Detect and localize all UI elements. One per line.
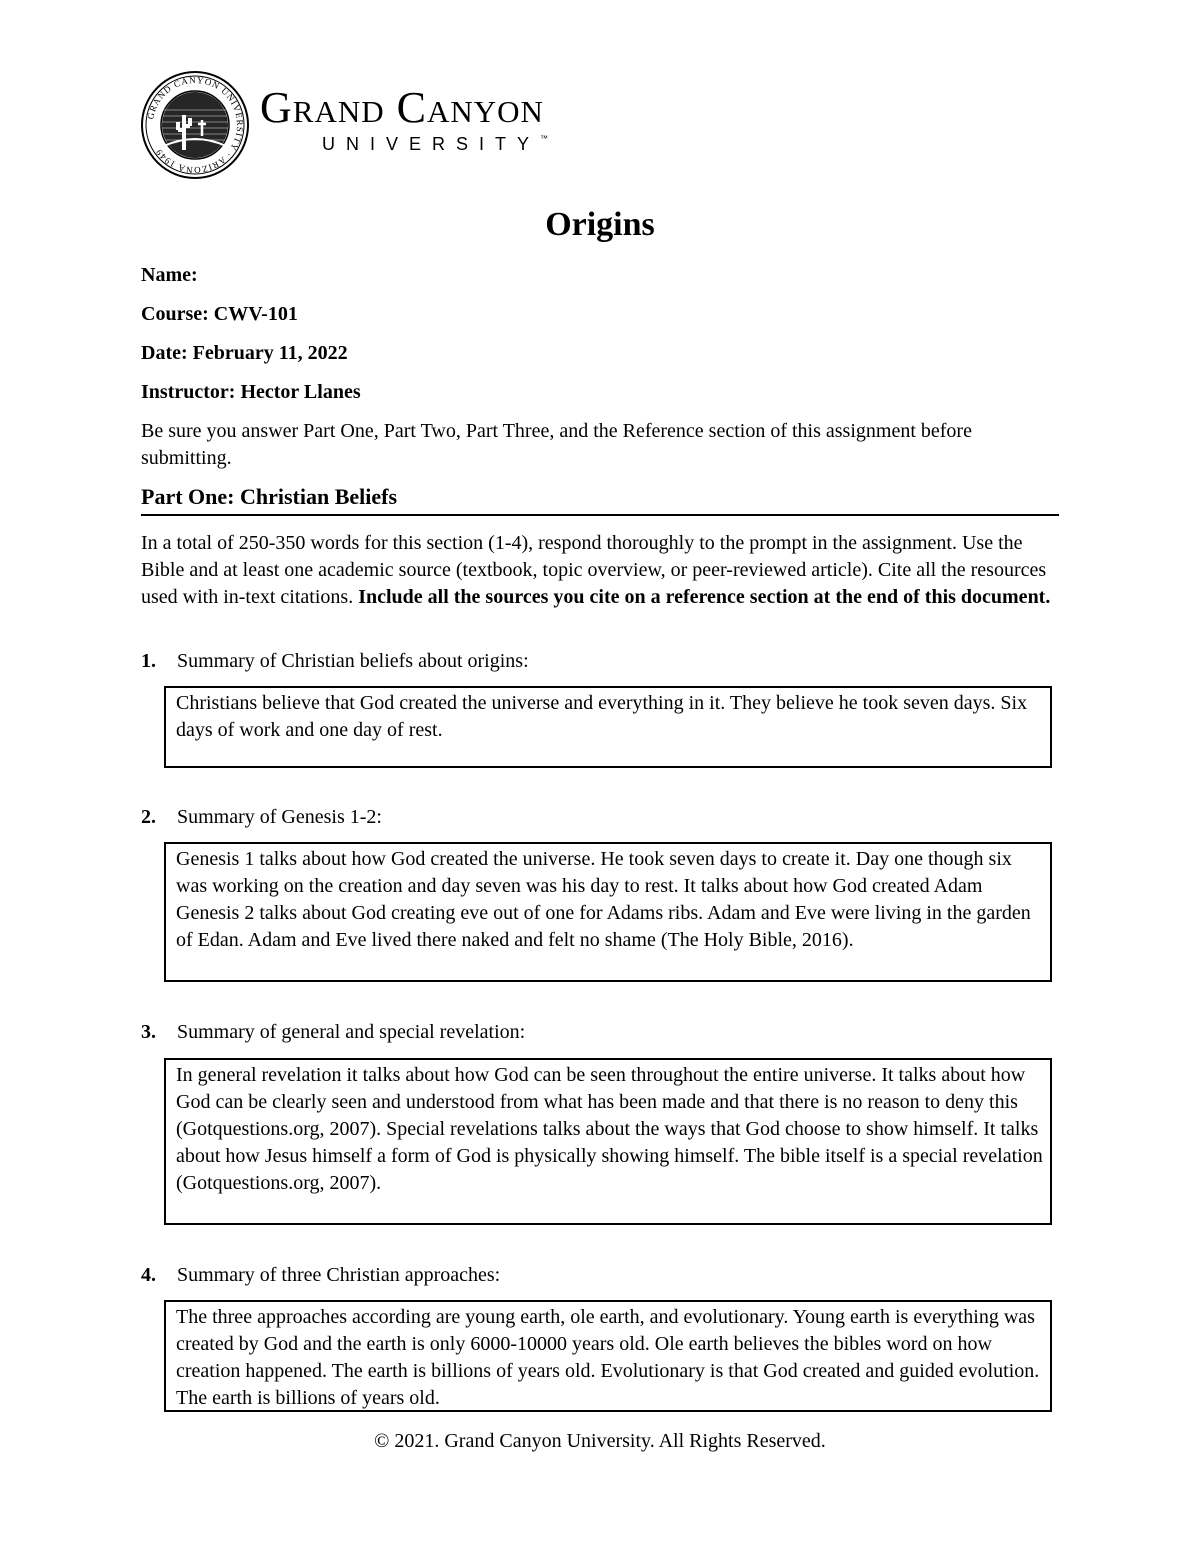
instructions-text: Be sure you answer Part One, Part Two, Part Three, and the Reference section of this assignment before submitting. (141, 420, 972, 469)
question-2: 2. Summary of Genesis 1-2: (141, 806, 382, 828)
answer-box-1: Christians believe that God created the universe and everything in it. They believe he took seven days. Six days of work and one day of rest. (164, 686, 1052, 768)
part-one-intro: In a total of 250-350 words for this section (1-4), respond thoroughly to the prompt in the assignment. Use the Bible and at least one academic source (textbook, topic overview, or peer-reviewed article). Cite all the resources used with in-text citations. Include all the sources you cite on a reference section at the end of this document. (141, 532, 1051, 608)
date-field: Date: February 11, 2022 (141, 342, 348, 364)
answer-box-4: The three approaches according are young earth, ole earth, and evolutionary. Young earth is everything was created by God and the earth is only 6000-10000 years old. Ole earth believes the bibles word on how creation happened. The earth is billions of years old. Evolutionary is that God created and guided evolution. The earth is billions of years old. (164, 1300, 1052, 1412)
question-1: 1. Summary of Christian beliefs about origins: (141, 650, 529, 672)
course-field: Course: CWV-101 (141, 303, 298, 325)
instructor-field: Instructor: Hector Llanes (141, 381, 361, 403)
logo-subtitle: UNIVERSITY™ (322, 133, 549, 154)
answer-box-3: In general revelation it talks about how God can be seen throughout the entire universe. It talks about how God can be clearly seen and understood from what has been made and that there is no reason to deny this (Gotquestions.org, 2007). Special revelations talks about the ways that God choose to show himself. It talks about how Jesus himself a form of God is physically showing himself. The bible itself is a special revelation (Gotquestions.org, 2007). (164, 1058, 1052, 1225)
answer-box-2: Genesis 1 talks about how God created the universe. He took seven days to create it. Day one though six was working on the creation and day seven was his day to rest. It talks about how God created Adam Genesis 2 talks about God creating eve out of one for Adams ribs. Adam and Eve were living in the garden of Edan. Adam and Eve lived there naked and felt no shame (The Holy Bible, 2016). (164, 842, 1052, 982)
copyright-footer: © 2021. Grand Canyon University. All Rights Reserved. (374, 1430, 826, 1452)
name-field: Name: (141, 264, 198, 286)
part-one-heading: Part One: Christian Beliefs (141, 484, 1059, 516)
university-seal-icon (140, 70, 250, 180)
svg-text:GRAND CANYON UNIVERSITY · ARIZ: GRAND CANYON UNIVERSITY · ARIZONA 1949 (145, 74, 246, 176)
document-title: Origins (545, 206, 655, 243)
university-logo (140, 70, 548, 180)
question-4: 4. Summary of three Christian approaches: (141, 1264, 501, 1286)
question-3: 3. Summary of general and special revelation: (141, 1021, 526, 1043)
logo-wordmark: Grand Canyon (260, 82, 544, 132)
